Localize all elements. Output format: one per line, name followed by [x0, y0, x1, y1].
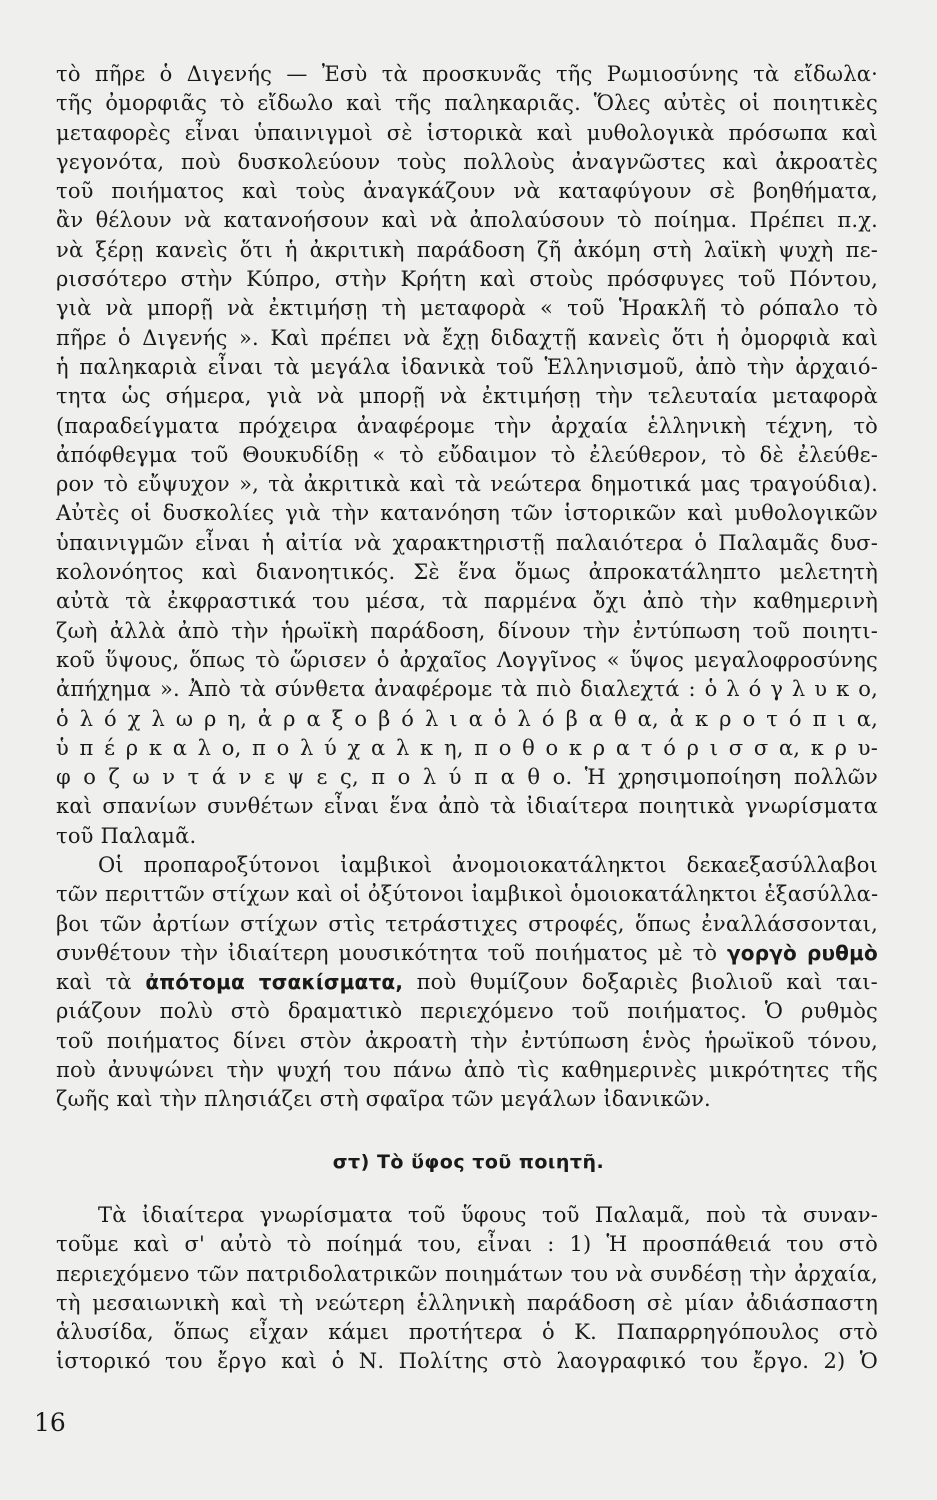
text-line: τὴ μεσαιωνικὴ καὶ τὴ νεώτερη ἑλληνικὴ παράδοση σὲ μίαν ἀδιάσπαστη: [56, 1290, 878, 1315]
text-line: γιὰ νὰ μπορῇ νὰ ἐκτιμήσῃ τὴ μεταφορὰ « τοῦ Ἡρακλῆ τὸ ρόπαλο τὸ: [56, 296, 878, 321]
text-line: πῆρε ὁ Διγενής ». Καὶ πρέπει νὰ ἔχῃ διδαχτῇ κανεὶς ὅτι ἡ ὀμορφιὰ καὶ: [56, 325, 878, 350]
text-line: ποὺ ἀνυψώνει τὴν ψυχή του πάνω ἀπὸ τὶς καθημερινὲς μικρότητες τῆς: [56, 1058, 878, 1083]
text-line: τητα ὡς σήμερα, γιὰ νὰ μπορῇ νὰ ἐκτιμήσῃ τὴν τελευταία μεταφορὰ: [56, 384, 878, 409]
text-line: καὶ σπανίων συνθέτων εἶναι ἕνα ἀπὸ τὰ ἰδιαίτερα ποιητικὰ γνωρίσματα: [56, 794, 878, 819]
text-line: γεγονότα, ποὺ δυσκολεύουν τοὺς πολλοὺς ἀναγνῶστες καὶ ἀκροατὲς: [56, 149, 878, 174]
text-line: τοῦ Παλαμᾶ.: [56, 823, 197, 848]
body-text-block: [56, 60, 878, 851]
text-line: κολονόητος καὶ διανοητικός. Σὲ ἕνα ὅμως ἀπροκατάληπτο μελετητὴ: [56, 560, 878, 585]
text-line: μεταφορὲς εἶναι ὑπαινιγμοὶ σὲ ἱστορικὰ καὶ μυθολογικὰ πρόσωπα καὶ: [56, 120, 878, 145]
text-fragment: καὶ τὰ: [56, 970, 132, 995]
text-line: περιεχόμενο τῶν πατριδολατρικῶν ποιημάτων του νὰ συνδέσῃ τὴν ἀρχαία,: [56, 1261, 878, 1286]
section-body-text: [56, 1201, 878, 1377]
text-line: ἡ παληκαριὰ εἶναι τὰ μεγάλα ἰδανικὰ τοῦ Ἑλληνισμοῦ, ἀπὸ τὴν ἀρχαιό-: [56, 354, 878, 379]
text-line: [56, 939, 878, 968]
text-line: ριάζουν πολὺ στὸ δραματικὸ περιεχόμενο τοῦ ποιήματος. Ὁ ρυθμὸς: [56, 999, 878, 1024]
text-line: ὑπαινιγμῶν εἶναι ἡ αἰτία νὰ χαρακτηριστῇ παλαιότερα ὁ Παλαμᾶς δυσ-: [56, 530, 878, 555]
text-line: τῆς ὀμορφιᾶς τὸ εἴδωλο καὶ τῆς παληκαριᾶς. Ὅλες αὐτὲς οἱ ποιητικὲς: [56, 91, 878, 116]
text-line: τοῦμε καὶ σ' αὐτὸ τὸ ποίημά του, εἶναι : 1) Ἡ προσπάθειά του στὸ: [56, 1232, 878, 1257]
text-fragment: συνθέτουν τὴν ἰδιαίτερη μουσικότητα τοῦ ποιήματος μὲ τὸ: [56, 940, 718, 965]
text-line: ρισσότερο στὴν Κύπρο, στὴν Κρήτη καὶ στοὺς πρόσφυγες τοῦ Πόντου,: [56, 267, 878, 292]
text-line: Οἱ προπαροξύτονοι ἰαμβικοὶ ἀνομοιοκατάληκτοι δεκαεξασύλλαβοι: [98, 853, 878, 877]
text-line: ζωὴ ἀλλὰ ἀπὸ τὴν ἡρωϊκὴ παράδοση, δίνουν τὴν ἐντύπωση τοῦ ποιητι-: [56, 618, 878, 643]
text-line: νὰ ξέρῃ κανεὶς ὅτι ἡ ἀκριτικὴ παράδοση ζῆ ἀκόμη στὴ λαϊκὴ ψυχὴ πε-: [56, 237, 878, 262]
text-line: κοῦ ὕψους, ὅπως τὸ ὥρισεν ὁ ἀρχαῖος Λογγῖνος « ὕψος μεγαλοφροσύνης: [56, 647, 878, 672]
page-number: 16: [34, 1408, 66, 1437]
text-line: βοι τῶν ἀρτίων στίχων στὶς τετράστιχες στροφές, ὅπως ἐναλλάσσονται,: [56, 911, 878, 936]
text-line: ἀπόφθεγμα τοῦ Θουκυδίδῃ « τὸ εὔδαιμον τὸ ἐλεύθερον, τὸ δὲ ἐλεύθε-: [56, 442, 878, 467]
paragraph-rhythm: [56, 851, 878, 1115]
text-line: ἀπήχημα ». Ἀπὸ τὰ σύνθετα ἀναφέρομε τὰ πιὸ διαλεχτά : ὁ λ ό γ λ υ κ ο,: [56, 677, 878, 702]
text-line: αὐτὰ τὰ ἐκφραστικά του μέσα, τὰ παρμένα ὄχι ἀπὸ τὴν καθημερινὴ: [56, 589, 878, 614]
text-line: ὑ π έ ρ κ α λ ο, π ο λ ύ χ α λ κ η, π ο θ ο κ ρ α τ ό ρ ι σ σ α, κ ρ υ-: [56, 735, 878, 760]
text-line: [56, 968, 878, 997]
text-line: ζωῆς καὶ τὴν πλησιάζει στὴ σφαῖρα τῶν μεγάλων ἰδανικῶν.: [56, 1087, 711, 1112]
section-heading: στ) Τὸ ὕφος τοῦ ποιητῆ.: [332, 1151, 605, 1173]
text-line: τὸ πῆρε ὁ Διγενής — Ἐσὺ τὰ προσκυνᾶς τῆς Ρωμιοσύνης τὰ εἴδωλα·: [56, 62, 878, 86]
text-line: ἁλυσίδα, ὅπως εἶχαν κάμει προτήτερα ὁ Κ. Παπαρρηγόπουλος στὸ: [56, 1320, 878, 1345]
text-line: Τὰ ἰδιαίτερα γνωρίσματα τοῦ ὕφους τοῦ Παλαμᾶ, ποὺ τὰ συναν-: [98, 1203, 878, 1227]
text-fragment: ποὺ θυμίζουν δοξαριὲς βιολιοῦ καὶ ται-: [416, 970, 878, 995]
bold-phrase: γοργὸ ρυθμὸ: [726, 940, 878, 965]
text-line: τοῦ ποιήματος δίνει στὸν ἀκροατὴ τὴν ἐντύπωση ἑνὸς ἡρωϊκοῦ τόνου,: [56, 1028, 878, 1053]
text-line: ὁ λ ό χ λ ω ρ η, ἀ ρ α ξ ο β ό λ ι α ὁ λ ό β α θ α, ἀ κ ρ ο τ ό π ι α,: [56, 706, 878, 731]
text-line: ἱστορικό του ἔργο καὶ ὁ Ν. Πολίτης στὸ λαογραφικό του ἔργο. 2) Ὁ: [56, 1349, 878, 1374]
text-line: (παραδείγματα πρόχειρα ἀναφέρομε τὴν ἀρχαία ἑλληνικὴ τέχνη, τὸ: [56, 413, 878, 438]
bold-phrase: ἀπότομα τσακίσματα,: [145, 970, 404, 995]
text-line: ἂν θέλουν νὰ κατανοήσουν καὶ νὰ ἀπολαύσουν τὸ ποίημα. Πρέπει π.χ.: [56, 208, 878, 233]
text-line: τῶν περιττῶν στίχων καὶ οἱ ὀξύτονοι ἰαμβικοὶ ὁμοιοκατάληκτοι ἑξασύλλα-: [56, 882, 879, 907]
text-line: ρον τὸ εὔψυχον », τὰ ἀκριτικὰ καὶ τὰ νεώτερα δημοτικά μας τραγούδια).: [56, 472, 878, 497]
text-line: φ ο ζ ω ν τ ά ν ε ψ ε ς, π ο λ ύ π α θ ο. Ἡ χρησιμοποίηση πολλῶν: [56, 765, 878, 790]
text-line: Αὐτὲς οἱ δυσκολίες γιὰ τὴν κατανόηση τῶν ἱστορικῶν καὶ μυθολογικῶν: [56, 501, 878, 526]
text-line: τοῦ ποιήματος καὶ τοὺς ἀναγκάζουν νὰ καταφύγουν σὲ βοηθήματα,: [56, 179, 878, 204]
